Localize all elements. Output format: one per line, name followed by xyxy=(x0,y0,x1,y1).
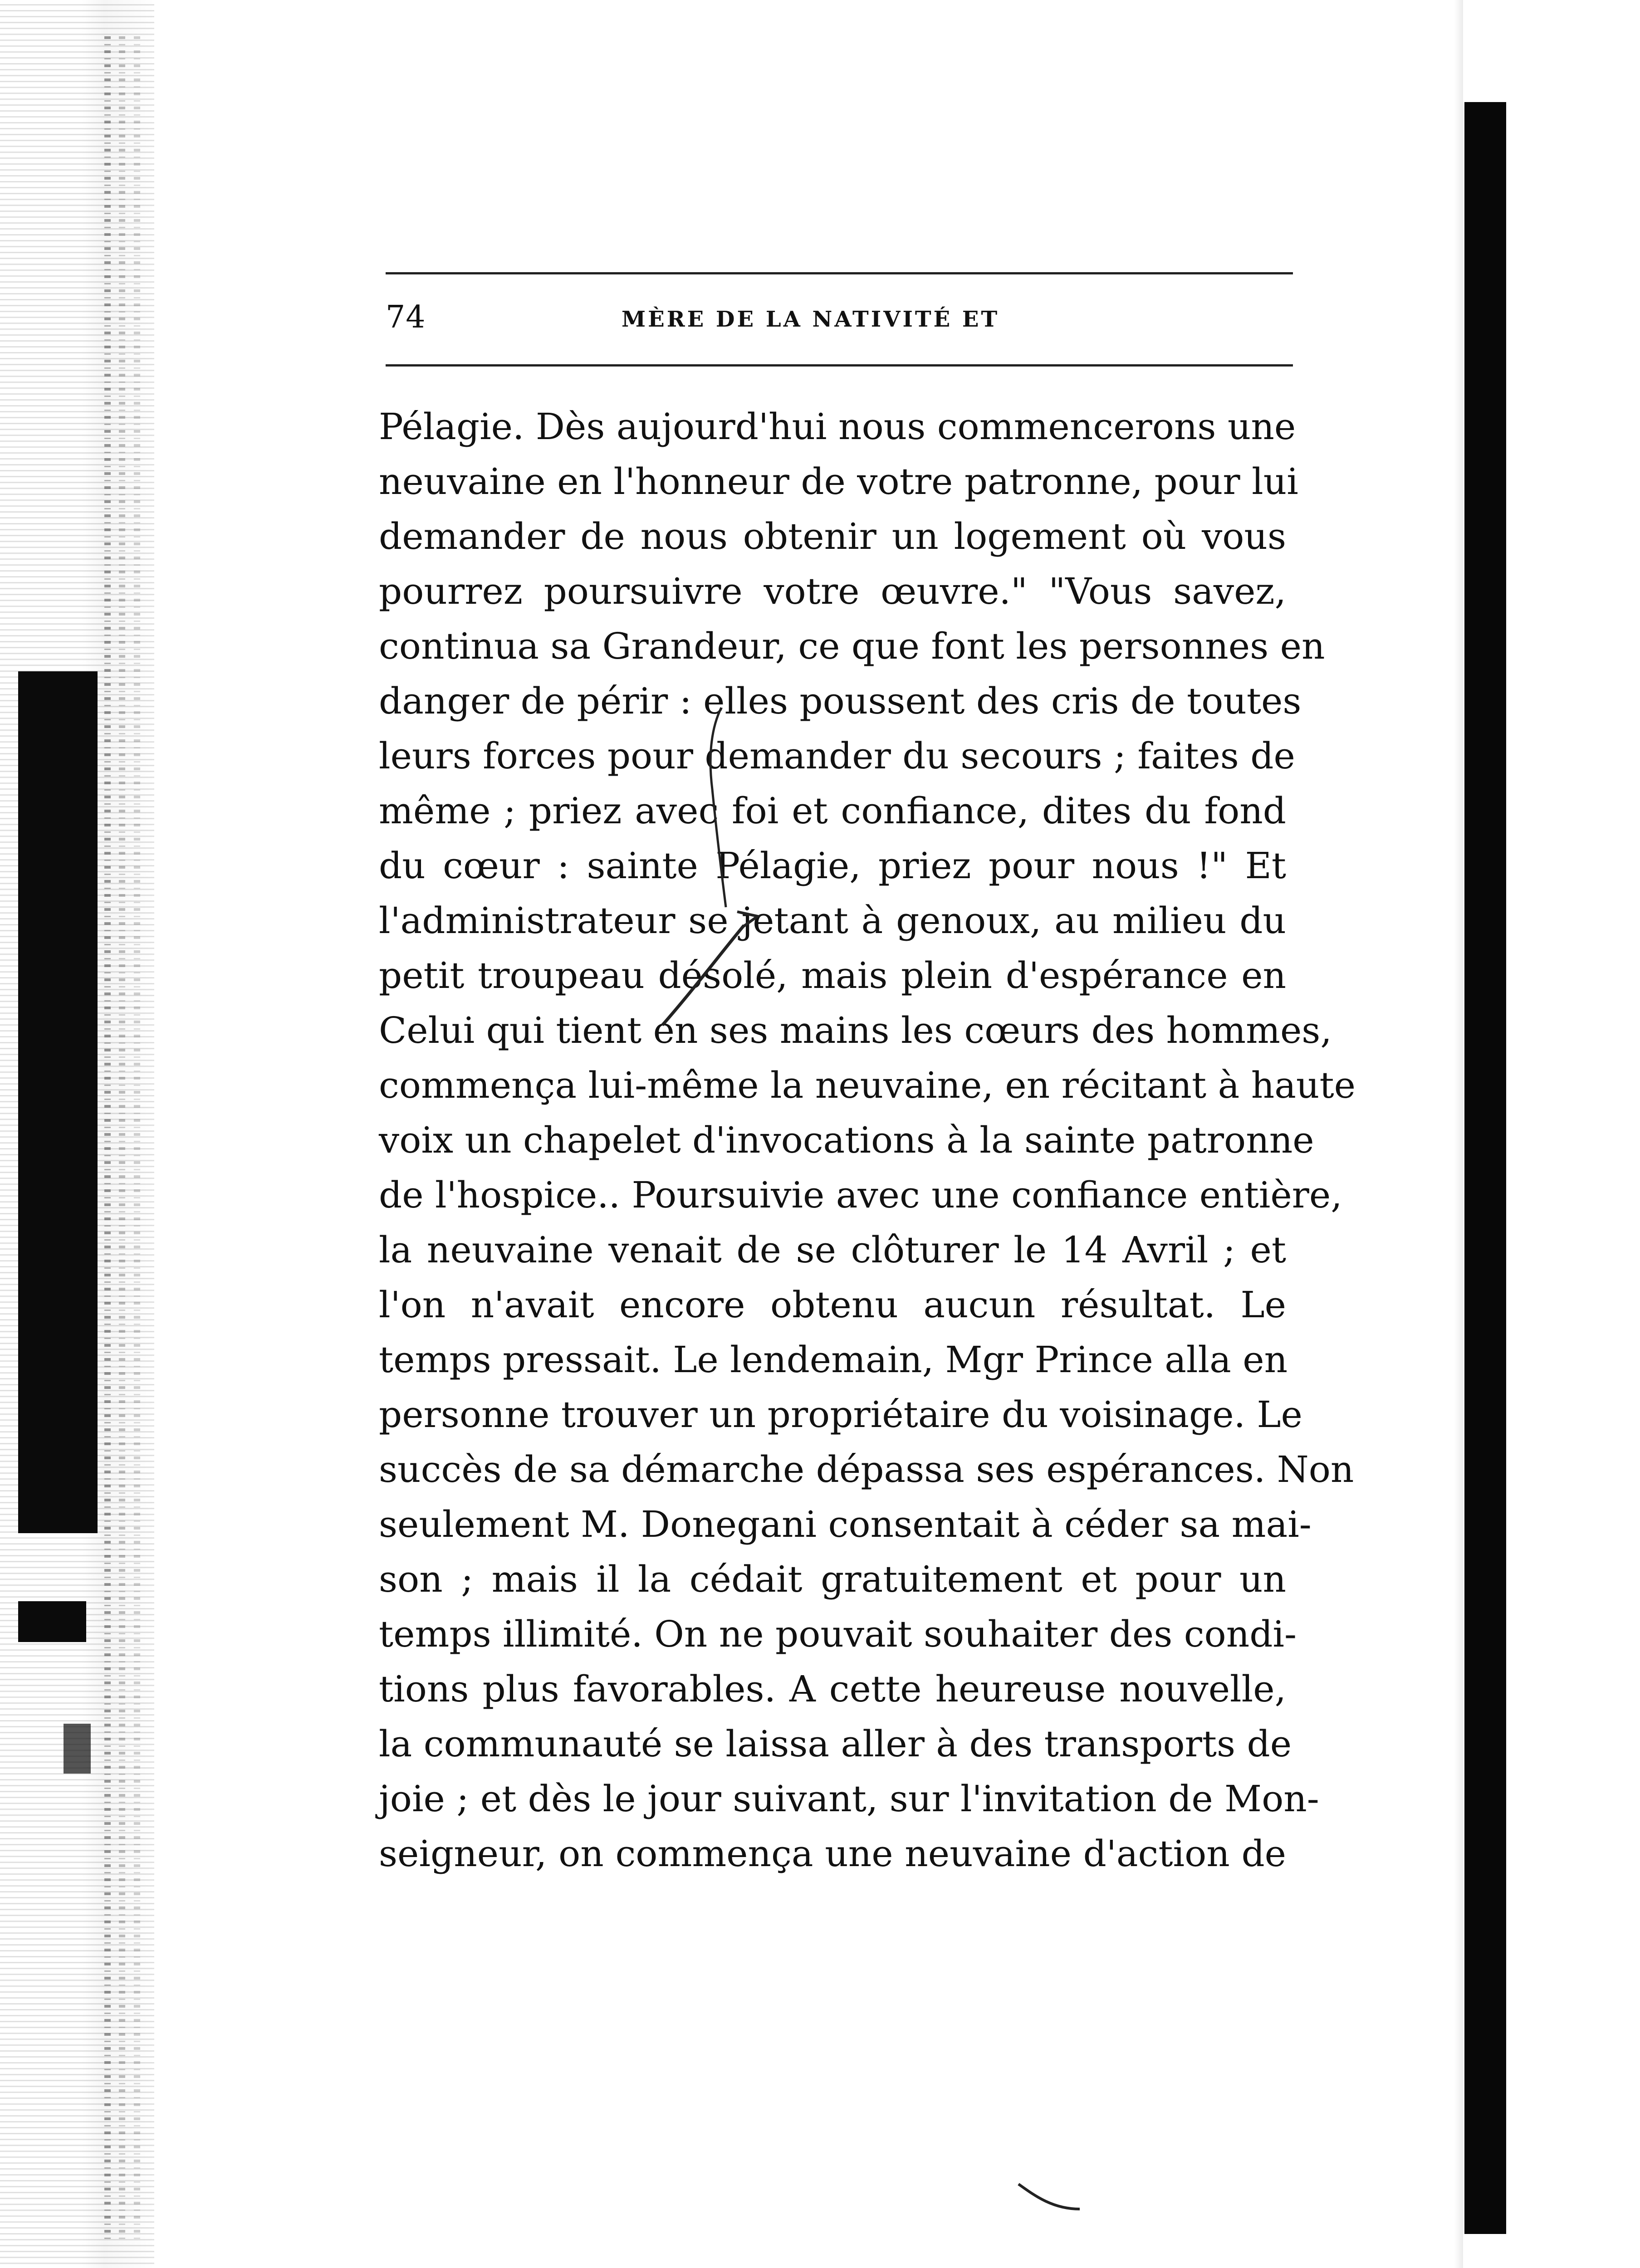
text-line: la communauté se laissa aller à des transports de xyxy=(379,1723,1292,1765)
scan-dark-block xyxy=(18,671,98,1533)
text-line: seigneur, on commença une neuvaine d'action de xyxy=(379,1833,1286,1875)
text-line: l'administrateur se jetant à genoux, au milieu du xyxy=(379,899,1286,942)
binding-bar xyxy=(1464,102,1506,2234)
text-line: son ; mais il la cédait gratuitement et pour un xyxy=(379,1558,1286,1600)
text-line: joie ; et dès le jour suivant, sur l'invitation de Mon- xyxy=(379,1778,1319,1820)
header-rule-bottom xyxy=(386,364,1293,367)
text-line: voix un chapelet d'invocations à la sainte patronne xyxy=(379,1119,1314,1161)
scan-speckle xyxy=(104,36,111,2241)
scan-noise-left xyxy=(0,0,154,2268)
header-rule-top xyxy=(386,272,1293,274)
scan-speckle xyxy=(119,36,125,2241)
text-line: personne trouver un propriétaire du voisinage. Le xyxy=(379,1393,1302,1436)
scan-dark-block xyxy=(64,1724,91,1774)
scan-dark-block xyxy=(18,1601,86,1642)
text-line: succès de sa démarche dépassa ses espérances. Non xyxy=(379,1448,1354,1491)
text-line: temps illimité. On ne pouvait souhaiter des condi- xyxy=(379,1613,1297,1655)
text-line: temps pressait. Le lendemain, Mgr Prince alla en xyxy=(379,1339,1288,1381)
text-line: seulement M. Donegani consentait à céder sa mai- xyxy=(379,1503,1312,1545)
binding-shadow xyxy=(1454,0,1463,2268)
text-line: danger de périr : elles poussent des cris de toutes xyxy=(379,680,1302,722)
text-line: continua sa Grandeur, ce que font les personnes en xyxy=(379,625,1325,667)
text-line: tions plus favorables. A cette heureuse nouvelle, xyxy=(379,1668,1286,1710)
text-line: Pélagie. Dès aujourd'hui nous commencerons une xyxy=(379,406,1296,448)
text-line: demander de nous obtenir un logement où vous xyxy=(379,515,1286,557)
text-line: pourrez poursuivre votre œuvre." "Vous savez, xyxy=(379,570,1286,612)
text-line: la neuvaine venait de se clôturer le 14 Avril ; et xyxy=(379,1229,1286,1271)
body-text xyxy=(379,399,1356,1881)
text-line: du cœur : sainte Pélagie, priez pour nous !" Et xyxy=(379,845,1286,887)
text-line: leurs forces pour demander du secours ; faites de xyxy=(379,735,1295,777)
text-line: commença lui-même la neuvaine, en récitant à haute xyxy=(379,1064,1356,1106)
running-head xyxy=(386,295,1293,340)
text-line: neuvaine en l'honneur de votre patronne, pour lui xyxy=(379,460,1298,503)
text-line: Celui qui tient en ses mains les cœurs des hommes, xyxy=(379,1009,1332,1051)
text-line: même ; priez avec foi et confiance, dites du fond xyxy=(379,790,1286,832)
text-line: petit troupeau désolé, mais plein d'espérance en xyxy=(379,954,1286,997)
stray-pen-mark xyxy=(1016,2177,1084,2218)
text-line: de l'hospice.. Poursuivie avec une confiance entière, xyxy=(379,1174,1342,1216)
text-line: l'on n'avait encore obtenu aucun résultat. Le xyxy=(379,1284,1286,1326)
running-title: MÈRE DE LA NATIVITÉ ET xyxy=(622,307,1000,332)
page-number: 74 xyxy=(386,299,426,335)
scan-speckle xyxy=(134,36,140,2241)
